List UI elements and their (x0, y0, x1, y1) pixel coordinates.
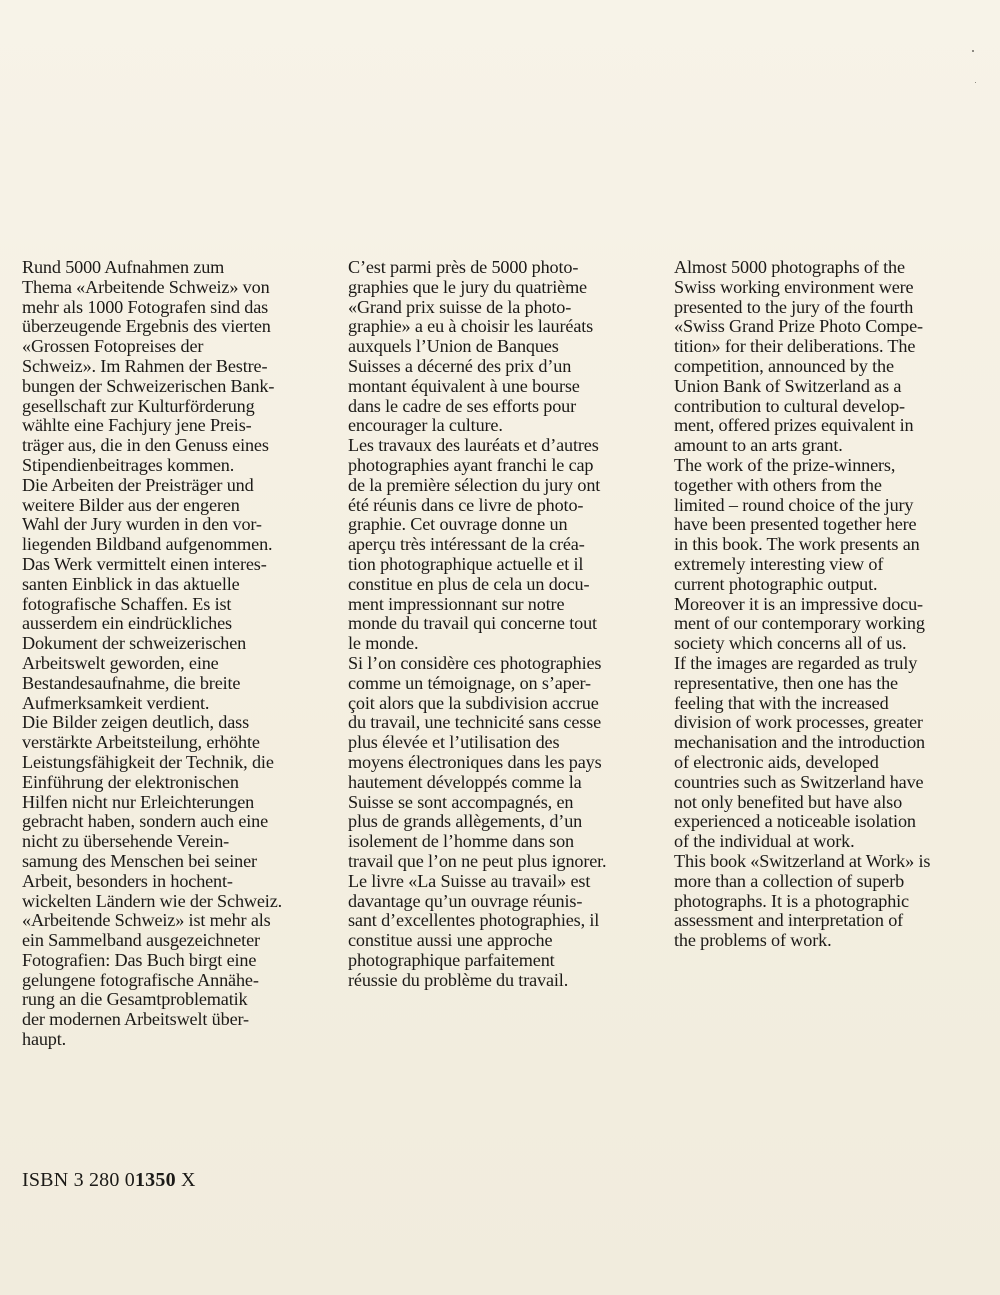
french-text-column (348, 258, 663, 990)
text-line: together with others from the (674, 474, 882, 495)
text-line: Die Bilder zeigen deutlich, dass (22, 712, 250, 733)
text-line: competition, announced by the (674, 355, 894, 376)
text-line: Moreover it is an impressive docu- (674, 593, 923, 614)
text-line: isolement de l’homme dans son (348, 831, 574, 852)
text-line: Les travaux des lauréats et d’autres (348, 435, 599, 456)
text-line: The work of the prize-winners, (674, 454, 896, 475)
text-line: Aufmerksamkeit verdient. (22, 692, 210, 713)
text-line: Leistungsfähigkeit der Technik, die (22, 751, 274, 772)
text-line: verstärkte Arbeitsteilung, erhöhte (22, 732, 260, 753)
text-line: society which concerns all of us. (674, 633, 907, 654)
text-line: der modernen Arbeitswelt über- (22, 1009, 249, 1030)
text-line: «Swiss Grand Prize Photo Compe- (674, 316, 923, 337)
text-line: «Arbeitende Schweiz» ist mehr als (22, 910, 271, 931)
text-line: Dokument der schweizerischen (22, 633, 247, 654)
text-line: Einführung der elektronischen (22, 771, 239, 792)
text-line: ment impressionnant sur notre (348, 593, 565, 614)
text-line: plus de grands allègements, d’un (348, 811, 583, 832)
german-text-column (22, 258, 337, 1050)
text-line: the problems of work. (674, 930, 832, 951)
text-line: have been presented together here (674, 514, 917, 535)
text-line: monde du travail qui concerne tout (348, 613, 597, 634)
text-line: Suisse se sont accompagnés, en (348, 791, 574, 812)
isbn-suffix: X (175, 1169, 196, 1191)
text-line: aperçu très intéressant de la créa- (348, 534, 585, 555)
text-line: «Grand prix suisse de la photo- (348, 296, 572, 317)
text-line: photographs. It is a photographic (674, 890, 909, 911)
text-line: contribution to cultural develop- (674, 395, 905, 416)
text-line: ment of our contemporary working (674, 613, 925, 634)
text-line: réussie du problème du travail. (348, 969, 569, 990)
text-line: moyens électroniques dans les pays (348, 751, 602, 772)
text-line: dans le cadre de ses efforts pour (348, 395, 577, 416)
text-line: wickelten Ländern wie der Schweiz. (22, 890, 283, 911)
text-line: in this book. The work presents an (674, 534, 920, 555)
text-line: gelungene fotografische Annähe- (22, 969, 259, 990)
text-line: Union Bank of Switzerland as a (674, 375, 902, 396)
text-line: of the individual at work. (674, 831, 855, 852)
text-line: photographique parfaitement (348, 949, 555, 970)
text-line: ausserdem ein eindrückliches (22, 613, 232, 634)
text-line: C’est parmi près de 5000 photo- (348, 257, 579, 277)
text-line: Swiss working environment were (674, 276, 914, 297)
text-line: haupt. (22, 1029, 67, 1050)
text-line: constitue en plus de cela un docu- (348, 573, 590, 594)
text-line: graphie» a eu à choisir les lauréats (348, 316, 594, 337)
text-line: auxquels l’Union de Banques (348, 336, 559, 357)
text-line: Suisses a décerné des prix d’un (348, 355, 572, 376)
text-line: extremely interesting view of (674, 553, 884, 574)
text-line: santen Einblick in das aktuelle (22, 573, 240, 594)
text-line: more than a collection of superb (674, 870, 905, 891)
text-line: Fotografien: Das Buch birgt eine (22, 949, 257, 970)
text-line: graphie. Cet ouvrage donne un (348, 514, 568, 535)
text-line: Thema «Arbeitende Schweiz» von (22, 276, 270, 297)
text-line: countries such as Switzerland have (674, 771, 924, 792)
text-line: überzeugende Ergebnis des vierten (22, 316, 271, 337)
text-line: Das Werk vermittelt einen interes- (22, 553, 267, 574)
text-line: gesellschaft zur Kulturförderung (22, 395, 255, 416)
text-line: montant équivalent à une bourse (348, 375, 580, 396)
text-line: Si l’on considère ces photographies (348, 652, 602, 673)
text-line: amount to an arts grant. (674, 435, 843, 456)
text-line: Almost 5000 photographs of the (674, 257, 905, 277)
text-line: tition» for their deliberations. The (674, 336, 916, 357)
text-line: photographies ayant franchi le cap (348, 454, 594, 475)
text-line: assessment and interpretation of (674, 910, 904, 931)
text-line: «Grossen Fotopreises der (22, 336, 204, 357)
text-line: plus élevée et l’utilisation des (348, 732, 560, 753)
text-line: weitere Bilder aus der engeren (22, 494, 240, 515)
text-line: ment, offered prizes equivalent in (674, 415, 914, 436)
text-line: le monde. (348, 633, 419, 654)
isbn-prefix: ISBN 3 280 0 (22, 1169, 135, 1191)
paper-speck (972, 50, 974, 52)
text-line: Wahl der Jury wurden in den vor- (22, 514, 262, 535)
text-line: du travail, une technicité sans cesse (348, 712, 602, 733)
text-line: hautement développés comme la (348, 771, 582, 792)
text-line: encourager la culture. (348, 415, 503, 436)
text-line: ein Sammelband ausgezeichneter (22, 930, 260, 951)
text-line: Schweiz». Im Rahmen der Bestre- (22, 355, 268, 376)
text-line: Arbeitswelt geworden, eine (22, 652, 219, 673)
text-line: division of work processes, greater (674, 712, 923, 733)
text-line: graphies que le jury du quatrième (348, 276, 587, 297)
english-text-column (674, 258, 992, 951)
text-line: Hilfen nicht nur Erleichterungen (22, 791, 255, 812)
text-line: experienced a noticeable isolation (674, 811, 916, 832)
text-line: not only benefited but have also (674, 791, 903, 812)
text-line: Rund 5000 Aufnahmen zum (22, 257, 225, 277)
text-line: Arbeit, besonders in hochent- (22, 870, 233, 891)
text-line: rung an die Gesamtproblematik (22, 989, 248, 1010)
text-line: This book «Switzerland at Work» is (674, 850, 931, 871)
text-line: été réunis dans ce livre de photo- (348, 494, 584, 515)
text-line: travail que l’on ne peut plus ignorer. (348, 850, 607, 871)
text-line: Stipendienbeitrages kommen. (22, 454, 235, 475)
text-line: feeling that with the increased (674, 692, 889, 713)
text-line: träger aus, die in den Genuss eines (22, 435, 269, 456)
text-line: of electronic aids, developed (674, 751, 879, 772)
text-line: samung des Menschen bei seiner (22, 850, 257, 871)
text-line: Die Arbeiten der Preisträger und (22, 474, 254, 495)
paper-speck (975, 82, 976, 83)
text-line: constitue aussi une approche (348, 930, 553, 951)
text-line: Le livre «La Suisse au travail» est (348, 870, 591, 891)
text-line: If the images are regarded as truly (674, 652, 918, 673)
text-line: davantage qu’un ouvrage réunis- (348, 890, 583, 911)
text-line: fotografische Schaffen. Es ist (22, 593, 232, 614)
text-line: nicht zu übersehende Verein- (22, 831, 230, 852)
text-line: sant d’excellentes photographies, il (348, 910, 600, 931)
text-line: representative, then one has the (674, 672, 898, 693)
text-line: current photographic output. (674, 573, 878, 594)
text-line: comme un témoignage, on s’aper- (348, 672, 591, 693)
text-line: çoit alors que la subdivision accrue (348, 692, 599, 713)
text-line: de la première sélection du jury ont (348, 474, 601, 495)
text-line: liegenden Bildband aufgenommen. (22, 534, 273, 555)
text-line: Bestandesaufnahme, die breite (22, 672, 241, 693)
text-line: bungen der Schweizerischen Bank- (22, 375, 275, 396)
text-line: limited – round choice of the jury (674, 494, 914, 515)
text-line: gebracht haben, sondern auch eine (22, 811, 269, 832)
isbn-bold-digits: 1350 (134, 1169, 176, 1191)
text-line: presented to the jury of the fourth (674, 296, 914, 317)
text-line: wählte eine Fachjury jene Preis- (22, 415, 252, 436)
isbn-number (22, 1168, 196, 1192)
text-line: mechanisation and the introduction (674, 732, 925, 753)
text-line: tion photographique actuelle et il (348, 553, 584, 574)
text-line: mehr als 1000 Fotografen sind das (22, 296, 269, 317)
